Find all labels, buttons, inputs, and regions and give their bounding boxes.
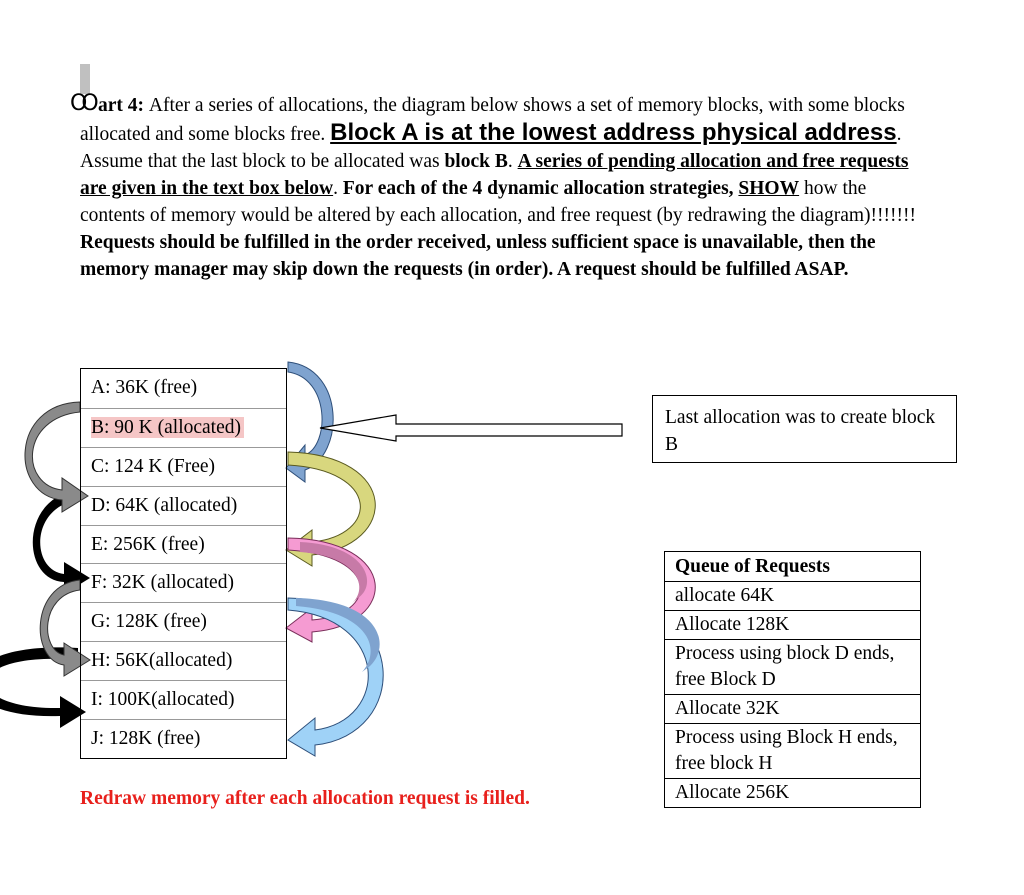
memory-block-h: H: 56K(allocated) <box>81 641 286 680</box>
for-each-text: For each of the 4 dynamic allocation strategies, <box>342 178 734 199</box>
part-glyph: OO <box>70 91 93 116</box>
assume-text: Assume that the last block to be allocated was <box>80 151 440 172</box>
show-text: SHOW <box>738 178 800 199</box>
lowest-address-text: Block A is at the lowest address physical address <box>330 119 897 146</box>
last-allocation-note: Last allocation was to create block B <box>652 395 957 463</box>
request-queue-table <box>664 551 921 808</box>
memory-block-f: F: 32K (allocated) <box>81 563 286 602</box>
memory-block-g: G: 128K (free) <box>81 602 286 641</box>
memory-block-d: D: 64K (allocated) <box>81 486 286 525</box>
memory-block-a: A: 36K (free) <box>91 377 198 398</box>
block-b-text: block B <box>444 151 508 172</box>
queue-item: Process using block D ends, free Block D <box>665 639 920 694</box>
queue-title: Queue of Requests <box>675 556 830 577</box>
pink-arrow-back <box>300 542 367 605</box>
queue-item: Allocate 256K <box>665 778 920 807</box>
queue-item: allocate 64K <box>665 581 920 610</box>
memory-block-b-label: B: 90 K (allocated) <box>91 417 244 438</box>
series-text: A series of pending allocation and free requests are given in the text box below <box>80 151 909 199</box>
memory-block-e: E: 256K (free) <box>81 525 286 564</box>
queue-item: Process using Block H ends, free block H <box>665 723 920 778</box>
redraw-note: Redraw memory after each allocation request is filled. <box>80 788 530 809</box>
rules-text: Requests should be fulfilled in the order received, unless sufficient space is unavailable, then the memory manager may skip down the requests (in order). A request should be fulfilled ASAP. <box>80 232 876 280</box>
gray-arrow-top <box>25 402 88 512</box>
memory-block-b <box>81 408 286 447</box>
white-arrow-to-block-b <box>320 415 622 441</box>
memory-blocks-table <box>80 368 287 759</box>
how-text: how the contents of memory would be altered by each allocation, and free request (by redrawing the diagram)!!!!!!! <box>80 178 916 226</box>
queue-item: Allocate 128K <box>665 610 920 639</box>
memory-block-c: C: 124 K (Free) <box>81 447 286 486</box>
intro-text: After a series of allocations, the diagram below shows a set of memory blocks, with some blocks allocated and some blocks free. <box>80 95 905 145</box>
memory-block-i: I: 100K(allocated) <box>81 680 286 719</box>
queue-item: Allocate 32K <box>665 694 920 723</box>
memory-block-j: J: 128K (free) <box>81 719 286 758</box>
part-label: art 4: <box>98 95 145 116</box>
instructions-paragraph: art 4: After a series of allocations, the diagram below shows a set of memory blocks, with some blocks allocated and some blocks free. Block A is at the lowest address physical address. Assume that the last block to be allocated was block B. A series of pending allocation and free requests are given in the text box below. For each of the 4 dynamic allocation strategies, SHOW how the contents of memory would be altered by each allocation, and free request (by redrawing the diagram)!!!!!!! Requests should be fulfilled in the order received, unless sufficient space is unavailable, then the memory manager may skip down the requests (in order). A request should be fulfilled ASAP. <box>80 95 916 280</box>
